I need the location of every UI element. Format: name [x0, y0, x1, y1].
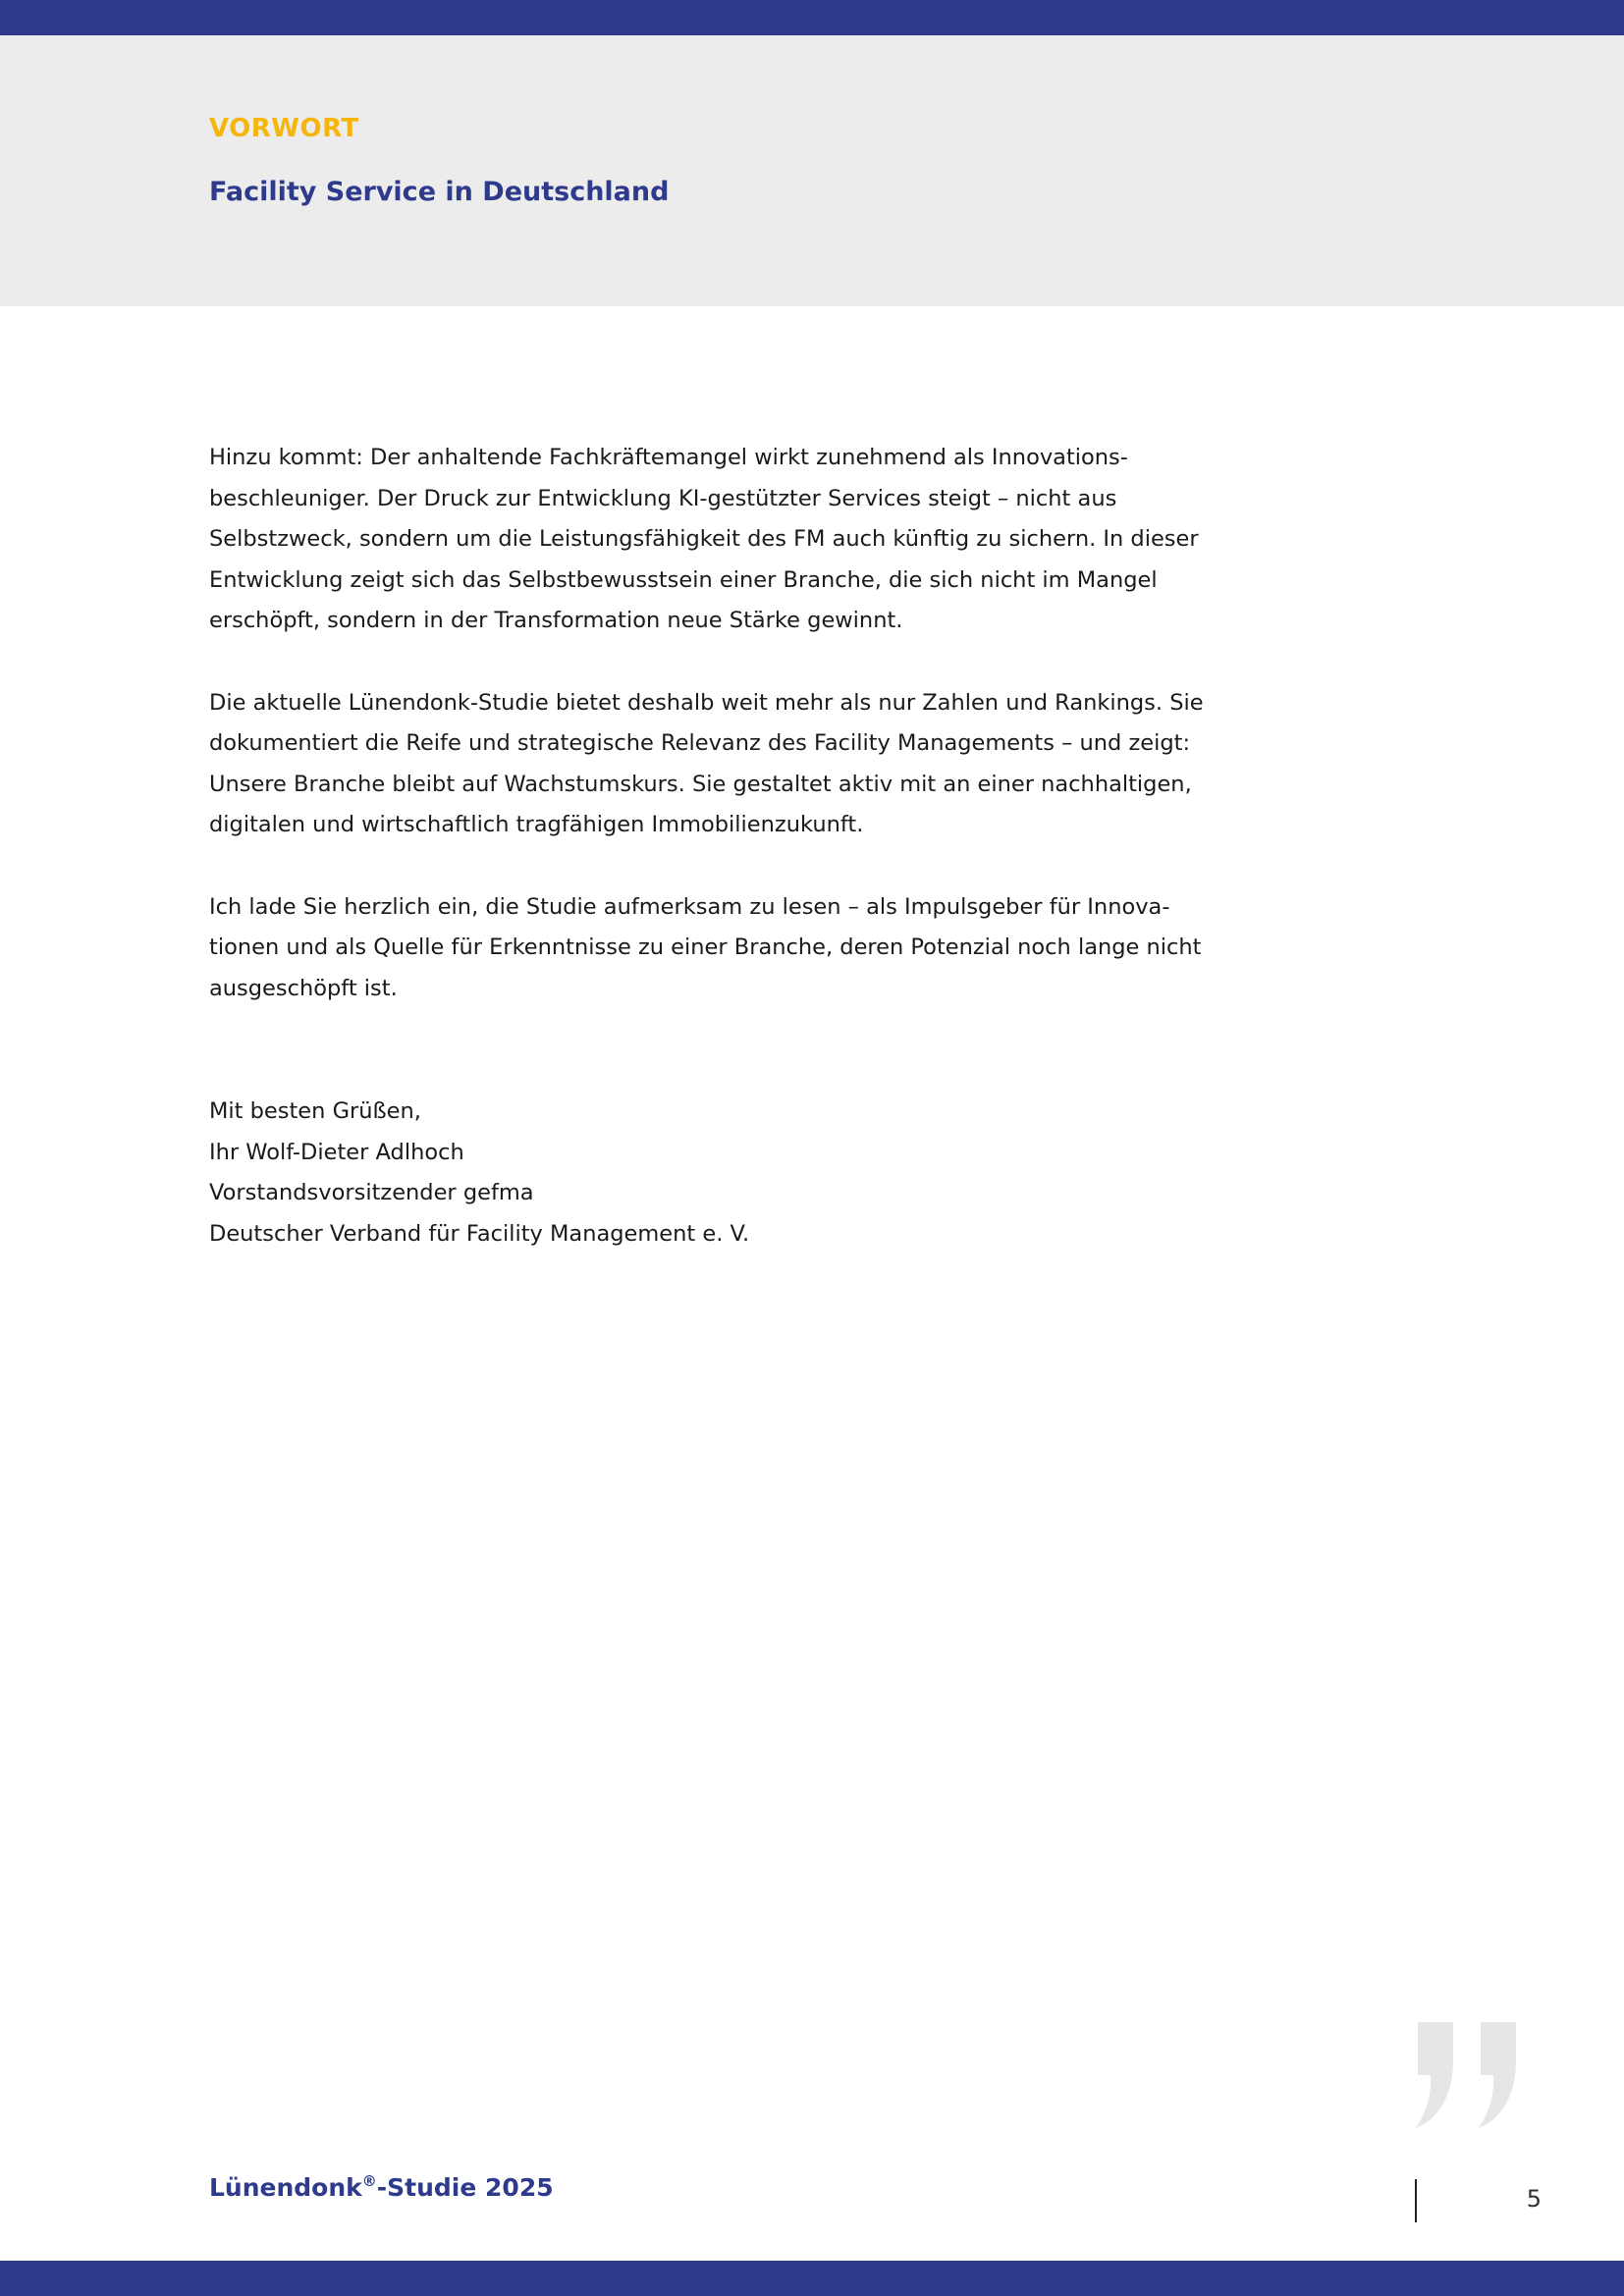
signature-organization: Deutscher Verband für Facility Management e. V.	[209, 1220, 750, 1247]
page-title: Facility Service in Deutschland	[209, 177, 670, 207]
registered-mark: ®	[361, 2172, 377, 2190]
text-line: digitalen und wirtschaftlich tragfähigen Immobilienzukunft.	[209, 812, 864, 837]
signature-name: Ihr Wolf-Dieter Adlhoch	[209, 1139, 464, 1165]
signature-greeting: Mit besten Grüßen,	[209, 1098, 421, 1124]
footer-brand	[209, 2172, 554, 2202]
text-line: Entwicklung zeigt sich das Selbstbewusstsein einer Branche, die sich nicht im Mangel	[209, 566, 1158, 593]
text-line: dokumentiert die Reife und strategische Relevanz des Facility Managements – und zeigt:	[209, 730, 1191, 756]
paragraph-2	[209, 683, 1204, 846]
bottom-color-bar	[0, 2261, 1624, 2296]
text-line: Unsere Branche bleibt auf Wachstumskurs. Sie gestaltet aktiv mit an einer nachhaltigen,	[209, 771, 1192, 797]
text-line: Ich lade Sie herzlich ein, die Studie aufmerksam zu lesen – als Impulsgeber für Innova-	[209, 893, 1170, 920]
section-label: VORWORT	[209, 114, 359, 143]
text-line: Die aktuelle Lünendonk-Studie bietet deshalb weit mehr als nur Zahlen und Rankings. Sie	[209, 689, 1204, 716]
brand-name: Lünendonk	[209, 2173, 362, 2202]
text-line: ausgeschöpft ist.	[209, 975, 398, 1001]
closing-quote-icon	[1410, 2022, 1524, 2128]
foreword-body	[209, 438, 1204, 1050]
paragraph-1	[209, 438, 1199, 642]
brand-suffix: -Studie 2025	[376, 2173, 554, 2202]
paragraph-3	[209, 887, 1202, 1010]
text-line: beschleuniger. Der Druck zur Entwicklung KI-gestützter Services steigt – nicht aus	[209, 485, 1117, 511]
signature-role: Vorstandsvorsitzender gefma	[209, 1180, 534, 1205]
text-line: erschöpft, sondern in der Transformation neue Stärke gewinnt.	[209, 608, 903, 633]
footer-divider	[1415, 2179, 1417, 2222]
text-line: tionen und als Quelle für Erkenntnisse zu einer Branche, deren Potenzial noch lange nicht	[209, 934, 1202, 960]
page-header	[0, 35, 1624, 306]
text-line: Selbstzweck, sondern um die Leistungsfähigkeit des FM auch künftig zu sichern. In dieser	[209, 526, 1199, 552]
top-color-bar	[0, 0, 1624, 35]
text-line: Hinzu kommt: Der anhaltende Fachkräftemangel wirkt zunehmend als Innovations-	[209, 445, 1128, 470]
page-number: 5	[1526, 2185, 1542, 2213]
signature-block	[209, 1092, 749, 1255]
